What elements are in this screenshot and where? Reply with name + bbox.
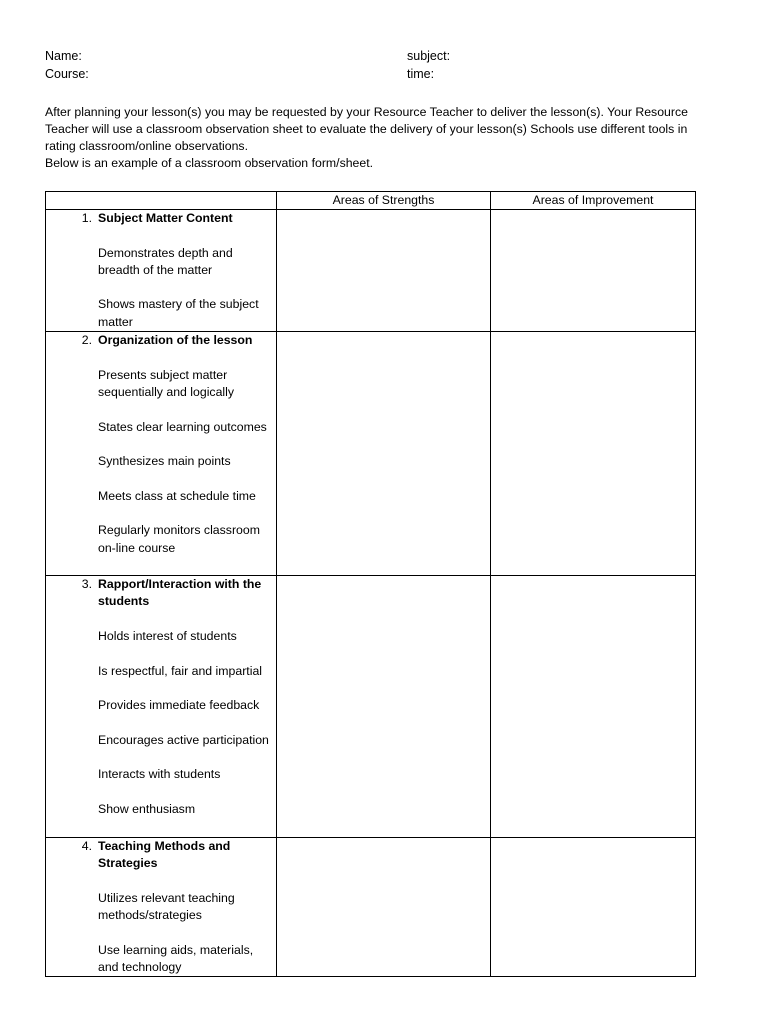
improvement-cell[interactable] [491, 210, 696, 332]
criteria-row [46, 576, 696, 838]
intro-text [45, 104, 715, 172]
section-number: 2. [81, 333, 92, 348]
criteria-cell [46, 210, 277, 332]
criterion-item: Regularly monitors classroom on-line course [98, 523, 260, 555]
criteria-cell [46, 576, 277, 838]
subject-label: subject: [407, 49, 451, 63]
section-number: 1. [81, 211, 92, 225]
strengths-cell[interactable] [277, 210, 491, 332]
section-heading: Organization of the lesson [98, 333, 253, 348]
criterion-item: States clear learning outcomes [98, 419, 267, 434]
criteria-cell [46, 332, 277, 576]
criterion-item: Shows mastery of the subject matter [98, 297, 259, 329]
section-heading: Teaching Methods and Strategies [98, 839, 231, 871]
criterion-item: Provides immediate feedback [98, 698, 260, 713]
criteria-row [46, 838, 696, 977]
criterion-item: Meets class at schedule time [98, 488, 256, 503]
strengths-cell[interactable] [277, 838, 491, 977]
table-header-row [46, 192, 696, 210]
strengths-cell[interactable] [277, 332, 491, 576]
criterion-item: Holds interest of students [98, 628, 237, 643]
strengths-cell[interactable] [277, 576, 491, 838]
section-number: 4. [81, 839, 92, 854]
criterion-item: Demonstrates depth and breadth of the matter [98, 245, 233, 277]
criterion-item: Is respectful, fair and impartial [98, 663, 263, 678]
course-label: Course: [45, 67, 89, 81]
criterion-item: Synthesizes main points [98, 454, 231, 469]
improvement-cell[interactable] [491, 332, 696, 576]
intro-paragraph: After planning your lesson(s) you may be requested by your Resource Teacher to deliver the lesson(s). Your Resource Teacher will use a classroom observation sheet to evaluate the delivery of your lesson(s) Schools use different tools in rating classroom/online observations. [45, 105, 688, 153]
criterion-item: Utilizes relevant teaching methods/strategies [98, 890, 235, 923]
section-heading: Subject Matter Content [98, 211, 233, 225]
observation-table [45, 191, 696, 977]
improvement-cell[interactable] [491, 576, 696, 838]
criterion-item: Encourages active participation [98, 732, 269, 747]
criteria-row [46, 332, 696, 576]
criteria-cell [46, 838, 277, 977]
time-label: time: [407, 67, 435, 81]
example-line: Below is an example of a classroom observation form/sheet. [45, 156, 374, 170]
criterion-item: Interacts with students [98, 767, 221, 782]
criterion-item: Show enthusiasm [98, 801, 196, 816]
criterion-item: Presents subject matter sequentially and logically [98, 367, 235, 399]
improvement-cell[interactable] [491, 838, 696, 977]
observation-table-body [46, 210, 696, 977]
name-label: Name: [45, 49, 82, 63]
criteria-row [46, 210, 696, 332]
strengths-column-header: Areas of Strengths [277, 192, 491, 210]
criteria-column-header [46, 192, 277, 210]
section-heading: Rapport/Interaction with the students [98, 577, 262, 609]
criterion-item: Use learning aids, materials, and technology [98, 942, 254, 975]
improvement-column-header: Areas of Improvement [491, 192, 696, 210]
section-number: 3. [81, 577, 92, 592]
